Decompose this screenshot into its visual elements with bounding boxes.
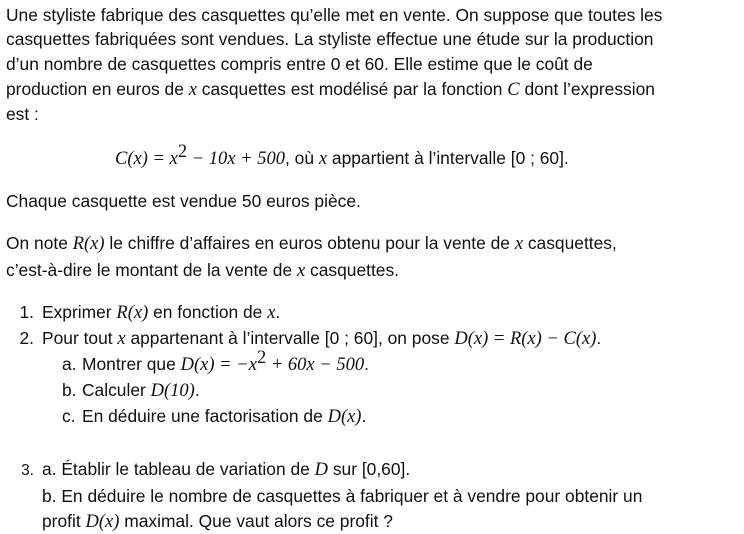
math-x: x bbox=[117, 329, 126, 349]
formula-text: , où bbox=[285, 148, 319, 168]
math-x: x bbox=[514, 234, 524, 254]
subquestion-letter: c. bbox=[62, 406, 76, 426]
q2c-text: . bbox=[361, 406, 367, 426]
revenue-text: On note bbox=[6, 233, 73, 253]
intro-text: casquettes est modélisé par la fonction bbox=[196, 79, 508, 99]
math-D-expression: D(x) = −x bbox=[180, 355, 257, 375]
question-number: 2. bbox=[19, 328, 34, 348]
question-3b: b. En déduire le nombre de casquettes à fabriquer et à vendre pour obtenir un bbox=[42, 486, 643, 506]
q1-text: . bbox=[275, 302, 281, 322]
question-2b bbox=[62, 378, 200, 403]
math-x: x bbox=[267, 303, 276, 323]
q3a-text: a. Établir le tableau de variation de bbox=[42, 459, 315, 479]
question-number: 3. bbox=[21, 462, 34, 479]
subquestion-letter: b. bbox=[62, 380, 77, 400]
math-D: D bbox=[314, 460, 329, 480]
q2-text: . bbox=[596, 328, 602, 348]
q1-text: Exprimer bbox=[42, 302, 117, 322]
question-1 bbox=[6, 300, 280, 325]
intro-line-4 bbox=[6, 77, 655, 102]
q2-text: appartenant à l’intervalle [0 ; 60], on pose bbox=[125, 328, 455, 348]
math-D-expression: + 60x − 500 bbox=[266, 355, 365, 375]
q2b-text: . bbox=[194, 380, 200, 400]
revenue-text: casquettes. bbox=[305, 260, 399, 280]
question-3b-continued bbox=[42, 509, 393, 534]
intro-text: production en euros de bbox=[6, 79, 189, 99]
question-2 bbox=[6, 326, 601, 351]
formula-exponent: 2 bbox=[177, 142, 188, 162]
price-statement: Chaque casquette est vendue 50 euros pièce. bbox=[6, 191, 361, 211]
question-2c bbox=[62, 404, 366, 429]
math-x: x bbox=[318, 149, 328, 169]
q1-text: en fonction de bbox=[148, 302, 268, 322]
math-D10: D(10) bbox=[150, 381, 195, 401]
q2a-text: Montrer que bbox=[82, 354, 181, 374]
math-x: x bbox=[296, 261, 306, 281]
q2-text: Pour tout bbox=[42, 328, 118, 348]
math-Dx: D(x) bbox=[327, 407, 362, 427]
math-x: x bbox=[188, 80, 197, 100]
intro-line-5: est : bbox=[6, 104, 39, 124]
question-3a bbox=[6, 457, 410, 483]
q3b-text: maximal. Que vaut alors ce profit ? bbox=[119, 511, 393, 531]
subquestion-letter: a. bbox=[62, 354, 77, 374]
math-D-definition: D(x) = R(x) − C(x) bbox=[454, 329, 597, 349]
question-number: 1. bbox=[19, 302, 34, 322]
q3a-text: sur [0,60]. bbox=[328, 459, 411, 479]
intro-line-1: Une styliste fabrique des casquettes qu’elle met en vente. On suppose que toutes les bbox=[6, 5, 663, 25]
intro-line-3: d’un nombre de casquettes compris entre 0 et 60. Elle estime que le coût de bbox=[6, 54, 593, 74]
intro-text: dont l’expression bbox=[519, 79, 655, 99]
question-2a bbox=[62, 348, 369, 377]
revenue-text: c’est-à-dire le montant de la vente de bbox=[6, 260, 297, 280]
q2b-text: Calculer bbox=[82, 380, 151, 400]
math-C: C bbox=[507, 80, 520, 100]
math-Dx: D(x) bbox=[85, 512, 120, 532]
intro-line-2: casquettes fabriquées sont vendues. La styliste effectue une étude sur la production bbox=[6, 29, 654, 49]
cost-formula bbox=[115, 142, 569, 171]
formula-text: appartient à l’intervalle [0 ; 60]. bbox=[327, 148, 569, 168]
revenue-line-2 bbox=[6, 258, 399, 283]
q2a-text: . bbox=[364, 354, 369, 374]
math-Rx: R(x) bbox=[72, 234, 105, 254]
formula-expression: − 10x + 500 bbox=[187, 149, 286, 169]
revenue-line-1 bbox=[6, 231, 617, 256]
q3b-text: profit bbox=[42, 511, 86, 531]
math-exponent: 2 bbox=[256, 348, 267, 368]
revenue-text: le chiffre d’affaires en euros obtenu pour la vente de bbox=[104, 233, 515, 253]
math-Rx: R(x) bbox=[116, 303, 149, 323]
q2c-text: En déduire une factorisation de bbox=[82, 406, 328, 426]
revenue-text: casquettes, bbox=[523, 233, 617, 253]
formula-expression: C(x) = x bbox=[115, 149, 178, 169]
